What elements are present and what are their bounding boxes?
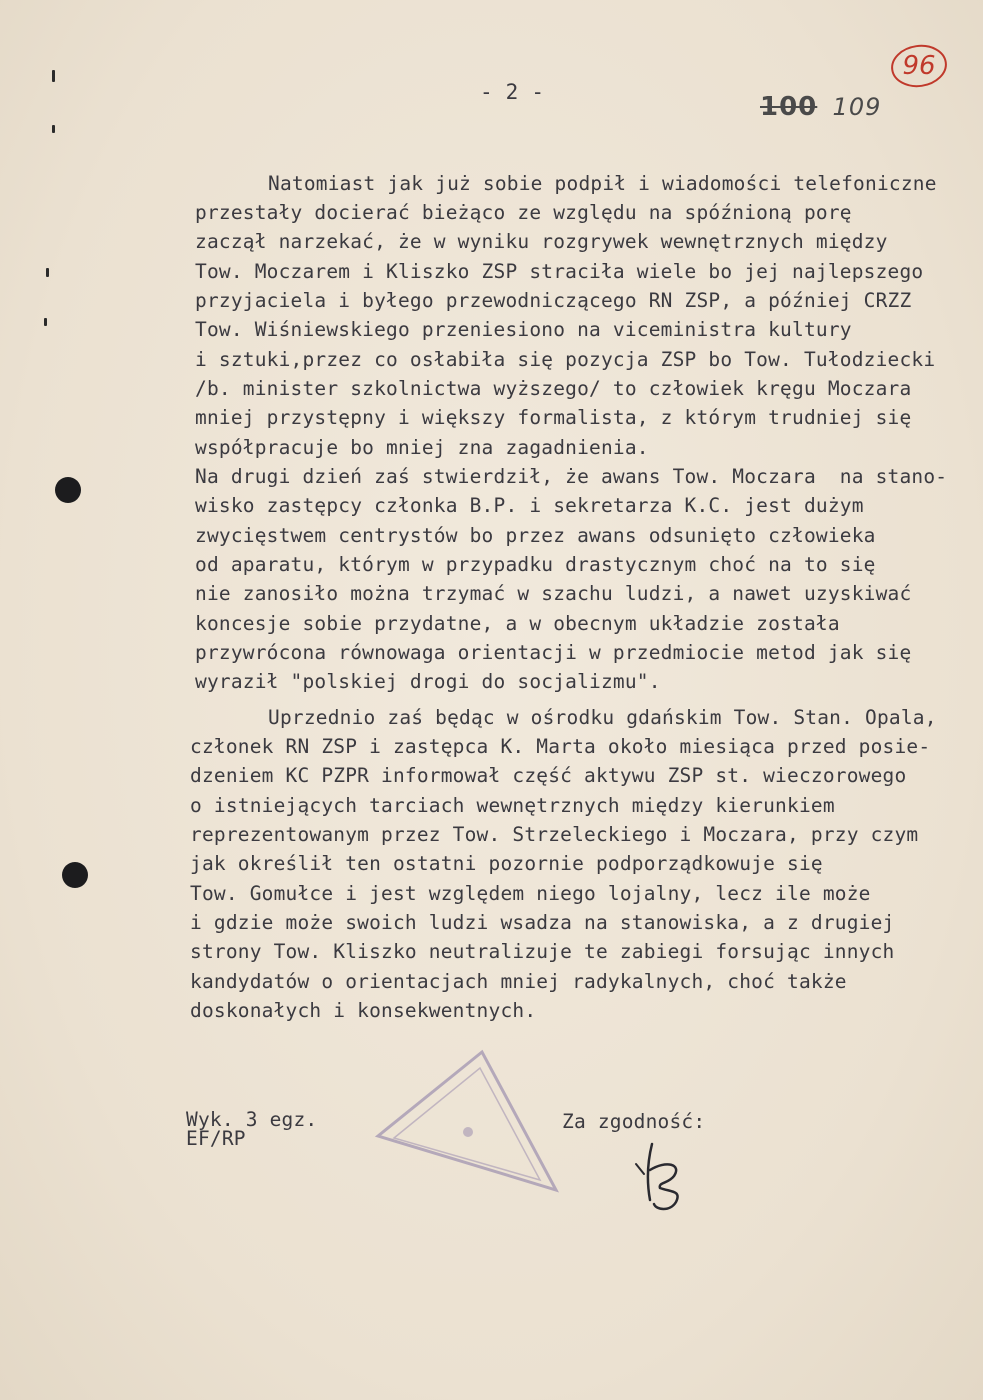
page-number: - 2 - — [480, 80, 545, 104]
body-line: o istniejących tarciach wewnętrznych między kierunkiem — [190, 794, 835, 817]
body-line: doskonałych i konsekwentnych. — [190, 999, 537, 1022]
body-line: Uprzednio zaś będąc w ośrodku gdańskim Tow. Stan. Opala, — [268, 706, 937, 729]
body-line: wyraził "polskiej drogi do socjalizmu". — [195, 670, 661, 693]
margin-mark — [52, 125, 55, 133]
body-line: koncesje sobie przydatne, a w obecnym układzie została — [195, 612, 840, 635]
body-line: członek RN ZSP i zastępca K. Marta około miesiąca przed posie- — [190, 735, 931, 758]
body-line: przywrócona równowaga orientacji w przedmiocie metod jak się — [195, 641, 912, 664]
margin-mark — [52, 70, 55, 82]
archive-number-struck: 100 — [760, 92, 818, 122]
body-line: zwycięstwem centrystów bo przez awans odsunięto człowieka — [195, 524, 876, 547]
body-line: strony Tow. Kliszko neutralizuje te zabiegi forsując innych — [190, 940, 895, 963]
body-line: i gdzie może swoich ludzi wsadza na stanowiska, a z drugiej — [190, 911, 895, 934]
body-line: Tow. Wiśniewskiego przeniesiono na viceministra kultury — [195, 318, 852, 341]
certification-label: Za zgodność: — [562, 1110, 706, 1133]
body-line: Natomiast jak już sobie podpił i wiadomości telefoniczne — [268, 172, 937, 195]
signature — [630, 1130, 710, 1220]
office-stamp — [360, 1040, 570, 1200]
body-line: i sztuki,przez co osłabiła się pozycja ZSP bo Tow. Tułodziecki — [195, 348, 936, 371]
body-line: Na drugi dzień zaś stwierdził, że awans Tow. Moczara na stano- — [195, 465, 948, 488]
body-line: jak określił ten ostatni pozornie podporządkowuje się — [190, 852, 823, 875]
body-line: od aparatu, którym w przypadku drastycznym choć na to się — [195, 553, 876, 576]
body-line: zaczął narzekać, że w wyniku rozgrywek wewnętrznych między — [195, 230, 888, 253]
body-line: przyjaciela i byłego przewodniczącego RN ZSP, a później CRZZ — [195, 289, 912, 312]
body-line: /b. minister szkolnictwa wyższego/ to człowiek kręgu Moczara — [195, 377, 912, 400]
copies-note: Wyk. 3 egz. — [186, 1108, 318, 1131]
margin-mark — [46, 268, 49, 277]
body-line: wisko zastępcy członka B.P. i sekretarza K.C. jest dużym — [195, 494, 864, 517]
punch-hole — [62, 862, 88, 888]
body-line: Tow. Moczarem i Kliszko ZSP straciła wiele bo jej najlepszego — [195, 260, 924, 283]
punch-hole — [55, 477, 81, 503]
body-line: współpracuje bo mniej zna zagadnienia. — [195, 436, 649, 459]
body-line: Tow. Gomułce i jest względem niego lojalny, lecz ile może — [190, 882, 871, 905]
body-line: reprezentowanym przez Tow. Strzeleckiego i Moczara, przy czym — [190, 823, 919, 846]
folio-number: 96 — [902, 51, 936, 81]
body-line: kandydatów o orientacjach mniej radykalnych, choć także — [190, 970, 847, 993]
margin-mark — [44, 318, 47, 326]
archive-number-handwritten: 109 — [832, 93, 882, 121]
archive-number — [760, 92, 881, 122]
initials: EF/RP — [186, 1127, 246, 1150]
folio-mark — [888, 40, 950, 90]
body-line: mniej przystępny i większy formalista, z którym trudniej się — [195, 406, 912, 429]
body-line: dzeniem KC PZPR informował część aktywu ZSP st. wieczorowego — [190, 764, 907, 787]
body-line: przestały docierać bieżąco ze względu na spóźnioną porę — [195, 201, 852, 224]
body-line: nie zanosiło można trzymać w szachu ludzi, a nawet uzyskiwać — [195, 582, 912, 605]
